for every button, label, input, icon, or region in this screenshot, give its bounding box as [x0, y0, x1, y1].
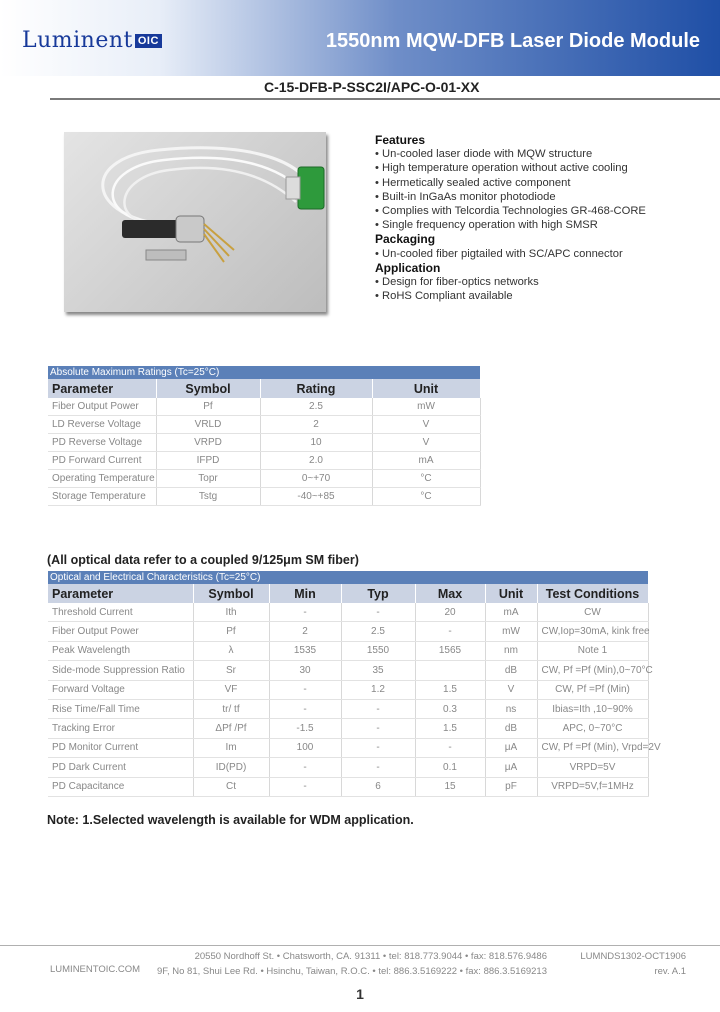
col-header: Parameter [48, 584, 193, 603]
table-cell: Forward Voltage [48, 680, 193, 699]
table-cell: tr/ tf [193, 699, 269, 718]
table-cell: PD Capacitance [48, 777, 193, 796]
footer-divider [0, 945, 720, 946]
footer-doc-id: LUMNDS1302-OCT1906 [580, 951, 686, 962]
table-cell: Pf [156, 398, 260, 416]
table-cell: - [269, 777, 341, 796]
feature-item: • High temperature operation without active cooling [375, 161, 695, 175]
application-item: • RoHS Compliant available [375, 289, 695, 303]
table-cell: 1550 [341, 641, 415, 660]
absolute-ratings-table [48, 379, 481, 506]
features-heading: Features [375, 133, 426, 147]
table-cell: 35 [341, 661, 415, 680]
footer-website[interactable]: LUMINENTOIC.COM [50, 964, 141, 975]
part-number: C-15-DFB-P-SSC2I/APC-O-01-XX [264, 79, 480, 95]
table-cell: LD Reverse Voltage [48, 416, 156, 434]
table-cell: VRLD [156, 416, 260, 434]
table-cell: - [341, 699, 415, 718]
table-cell: PD Reverse Voltage [48, 434, 156, 452]
table-cell: Fiber Output Power [48, 622, 193, 641]
table-row [48, 777, 648, 796]
table-cell: -1.5 [269, 719, 341, 738]
table-cell: VF [193, 680, 269, 699]
table-row [48, 661, 648, 680]
feature-item: • Complies with Telcordia Technologies GR-468-CORE [375, 204, 695, 218]
table-cell: V [485, 680, 537, 699]
part-number-bar [50, 78, 720, 100]
table-cell: °C [372, 470, 480, 488]
table-cell: - [269, 603, 341, 622]
table-cell: Note 1 [537, 641, 648, 660]
table-cell: °C [372, 488, 480, 506]
table-cell: Im [193, 738, 269, 757]
table-row [48, 470, 480, 488]
application-item: • Design for fiber-optics networks [375, 275, 695, 289]
table-cell: - [415, 738, 485, 757]
table-row [48, 488, 480, 506]
table-cell: 2.5 [341, 622, 415, 641]
table-cell: Fiber Output Power [48, 398, 156, 416]
table-cell: 1565 [415, 641, 485, 660]
page-number: 1 [356, 986, 364, 1002]
table-cell: dB [485, 661, 537, 680]
col-header: Min [269, 584, 341, 603]
table-cell: dB [485, 719, 537, 738]
page-header [0, 0, 720, 76]
table-row [48, 603, 648, 622]
table-cell: 10 [260, 434, 372, 452]
table-cell: pF [485, 777, 537, 796]
col-header: Test Conditions [537, 584, 648, 603]
table-row [48, 416, 480, 434]
application-heading: Application [375, 260, 441, 275]
table-cell: mW [485, 622, 537, 641]
packaging-heading: Packaging [375, 232, 436, 247]
table-cell: PD Forward Current [48, 452, 156, 470]
company-logo: Luminent OIC [22, 28, 162, 53]
table-cell: 100 [269, 738, 341, 757]
table-cell: - [341, 758, 415, 777]
table-header-row [48, 379, 480, 398]
col-header: Typ [341, 584, 415, 603]
packaging-item: • Un-cooled fiber pigtailed with SC/APC connector [375, 247, 695, 261]
table-cell: mA [372, 452, 480, 470]
footer-address-us: 20550 Nordhoff St. • Chatsworth, CA. 91311 • tel: 818.773.9044 • fax: 818.576.9486 [194, 951, 547, 962]
table-header-row [48, 584, 648, 603]
table-cell: 6 [341, 777, 415, 796]
table-cell: CW, Pf =Pf (Min), Vrpd=2V [537, 738, 648, 757]
table-cell: 20 [415, 603, 485, 622]
feature-item: • Un-cooled laser diode with MQW structure [375, 147, 695, 161]
table-cell: Tracking Error [48, 719, 193, 738]
table-row [48, 680, 648, 699]
table-cell: 0.1 [415, 758, 485, 777]
table-cell: mW [372, 398, 480, 416]
table-cell: 15 [415, 777, 485, 796]
table-cell: 30 [269, 661, 341, 680]
table-cell: CW [537, 603, 648, 622]
table-cell: Storage Temperature [48, 488, 156, 506]
footer-address-tw: 9F, No 81, Shui Lee Rd. • Hsinchu, Taiwan, R.O.C. • tel: 886.3.5169222 • fax: 886.3.5169213 [156, 966, 547, 977]
feature-item: • Built-in InGaAs monitor photodiode [375, 190, 695, 204]
product-photo [64, 132, 326, 312]
col-header: Unit [372, 379, 480, 398]
table-cell: - [269, 680, 341, 699]
table-cell: Side-mode Suppression Ratio [48, 661, 193, 680]
table-cell: 0~+70 [260, 470, 372, 488]
table-cell: PD Dark Current [48, 758, 193, 777]
table-cell: ΔPf /Pf [193, 719, 269, 738]
table-cell: 2 [269, 622, 341, 641]
table-cell: 1.2 [341, 680, 415, 699]
table-cell: - [341, 603, 415, 622]
col-header: Symbol [156, 379, 260, 398]
table-cell: 2 [260, 416, 372, 434]
table-cell: VRPD=5V [537, 758, 648, 777]
table-cell: λ [193, 641, 269, 660]
footer-revision: rev. A.1 [654, 966, 686, 977]
table-cell: mA [485, 603, 537, 622]
table-cell: Threshold Current [48, 603, 193, 622]
table-row [48, 758, 648, 777]
table-cell: VRPD [156, 434, 260, 452]
table-cell: CW, Pf =Pf (Min) [537, 680, 648, 699]
table-cell: nm [485, 641, 537, 660]
table-cell: Topr [156, 470, 260, 488]
table-cell: PD Monitor Current [48, 738, 193, 757]
feature-item: • Hermetically sealed active component [375, 176, 695, 190]
table-cell: - [341, 738, 415, 757]
col-header: Unit [485, 584, 537, 603]
table-cell: Peak Wavelength [48, 641, 193, 660]
table-row [48, 641, 648, 660]
table-cell: 1.5 [415, 719, 485, 738]
table-cell: Rise Time/Fall Time [48, 699, 193, 718]
laser-module-illustration [64, 132, 326, 312]
table-row [48, 622, 648, 641]
table-cell: Ct [193, 777, 269, 796]
optical-data-note: (All optical data refer to a coupled 9/125μm SM fiber) [47, 553, 359, 567]
table-row [48, 452, 480, 470]
table-cell: Tstg [156, 488, 260, 506]
table-cell: IFPD [156, 452, 260, 470]
table-cell: ns [485, 699, 537, 718]
col-header: Max [415, 584, 485, 603]
table-cell: -40~+85 [260, 488, 372, 506]
optical-characteristics-table [48, 584, 661, 797]
table-cell: 2.5 [260, 398, 372, 416]
table-cell: - [341, 719, 415, 738]
opt-table-caption: Optical and Electrical Characteristics (Tc=25°C) [48, 571, 648, 584]
table-row [48, 434, 480, 452]
table-cell: Operating Temperature [48, 470, 156, 488]
table-cell: 1535 [269, 641, 341, 660]
table-cell: 2.0 [260, 452, 372, 470]
table-cell: 1.5 [415, 680, 485, 699]
table-cell: - [269, 758, 341, 777]
table-cell: 0.3 [415, 699, 485, 718]
table-cell: Ith [193, 603, 269, 622]
col-header: Parameter [48, 379, 156, 398]
col-header: Rating [260, 379, 372, 398]
table-cell [415, 661, 485, 680]
table-cell: Ibias=Ith ,10~90% [537, 699, 648, 718]
table-cell: ID(PD) [193, 758, 269, 777]
table-cell: Pf [193, 622, 269, 641]
feature-item: • Single frequency operation with high SMSR [375, 218, 695, 232]
table-row [48, 398, 480, 416]
table-cell: V [372, 434, 480, 452]
table-cell: μA [485, 738, 537, 757]
table-cell: - [269, 699, 341, 718]
col-header: Symbol [193, 584, 269, 603]
wavelength-note: Note: 1.Selected wavelength is available for WDM application. [47, 813, 414, 827]
table-row [48, 699, 648, 718]
table-cell: APC, 0~70°C [537, 719, 648, 738]
table-cell: - [415, 622, 485, 641]
table-cell: CW, Pf =Pf (Min),0~70°C [537, 661, 648, 680]
table-cell: V [372, 416, 480, 434]
table-cell: CW,Iop=30mA, kink free [537, 622, 648, 641]
table-row [48, 719, 648, 738]
table-cell: VRPD=5V,f=1MHz [537, 777, 648, 796]
document-title: 1550nm MQW-DFB Laser Diode Module [325, 30, 700, 52]
table-row [48, 738, 648, 757]
abs-table-caption: Absolute Maximum Ratings (Tc=25°C) [48, 366, 480, 379]
features-block [375, 133, 695, 303]
table-cell: μA [485, 758, 537, 777]
table-cell: Sr [193, 661, 269, 680]
